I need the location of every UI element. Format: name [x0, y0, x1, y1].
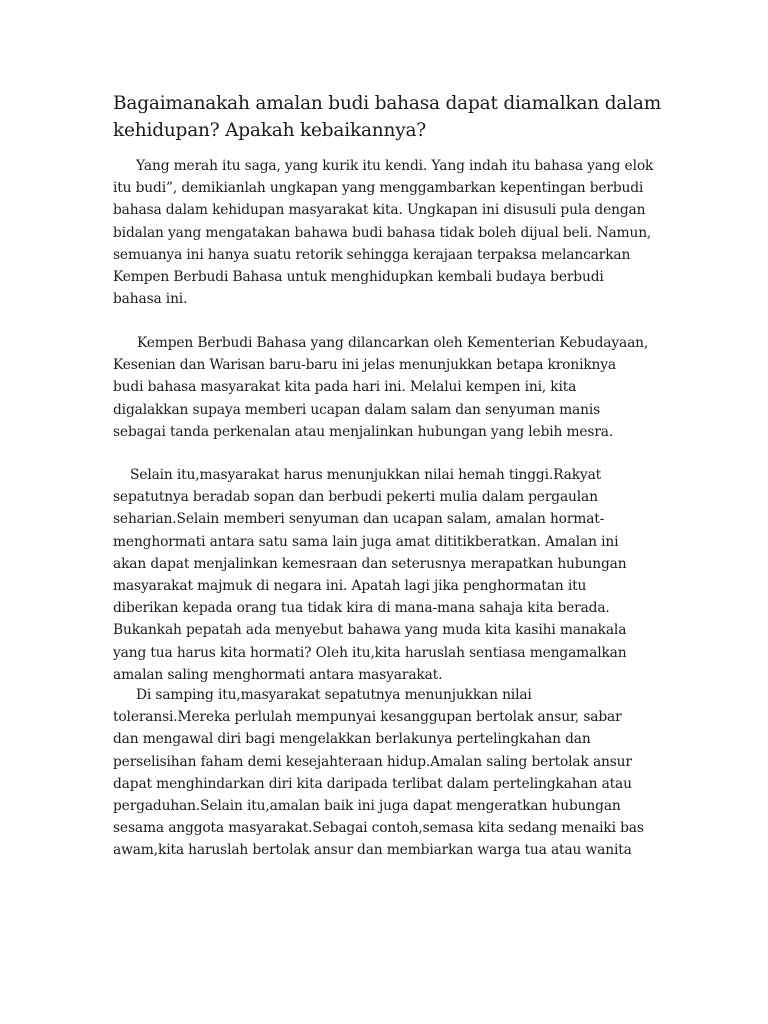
- title-line: kehidupan? Apakah kebaikannya?: [113, 120, 427, 141]
- paragraph-line: akan dapat menjalinkan kemesraan dan seterusnya merapatkan hubungan: [113, 555, 627, 572]
- paragraph-line: bidalan yang mengatakan bahawa budi bahasa tidak boleh dijual beli. Namun,: [113, 224, 652, 241]
- paragraph-line: sebagai tanda perkenalan atau menjalinkan hubungan yang lebih mesra.: [113, 423, 614, 440]
- paragraph-2: [113, 332, 673, 443]
- paragraph-line: semuanya ini hanya suatu retorik sehingga kerajaan terpaksa melancarkan: [113, 246, 631, 263]
- paragraph-line: seharian.Selain memberi senyuman dan ucapan salam, amalan hormat-: [113, 511, 605, 528]
- paragraph-line: Selain itu,masyarakat harus menunjukkan nilai hemah tinggi.Rakyat: [130, 467, 602, 483]
- paragraph-line: toleransi.Mereka perlulah mempunyai kesanggupan bertolak ansur, sabar: [113, 709, 622, 726]
- paragraph-line: sepatutnya beradab sopan dan berbudi pekerti mulia dalam pergaulan: [113, 489, 598, 506]
- paragraph-1: [113, 155, 673, 310]
- essay-title: [113, 90, 673, 144]
- paragraph-line: dapat menghindarkan diri kita daripada terlibat dalam pertelingkahan atau: [113, 775, 632, 792]
- paragraph-line: Yang merah itu saga, yang kurik itu kendi. Yang indah itu bahasa yang elok: [136, 158, 654, 174]
- paragraph-line: masyarakat majmuk di negara ini. Apatah lagi jika penghormatan itu: [113, 578, 587, 595]
- paragraph-line: menghormati antara satu sama lain juga amat dititikberatkan. Amalan ini: [113, 533, 619, 550]
- paragraph-line: sesama anggota masyarakat.Sebagai contoh,semasa kita sedang menaiki bas: [113, 820, 644, 837]
- paragraph-line: Bukankah pepatah ada menyebut bahawa yang muda kita kasihi manakala: [113, 622, 627, 639]
- paragraph-line: bahasa dalam kehidupan masyarakat kita. Ungkapan ini disusuli pula dengan: [113, 202, 646, 219]
- paragraph-line: Di samping itu,masyarakat sepatutnya menunjukkan nilai: [136, 687, 532, 703]
- paragraph-line: pergaduhan.Selain itu,amalan baik ini juga dapat mengeratkan hubungan: [113, 798, 621, 815]
- paragraph-line: Kesenian dan Warisan baru-baru ini jelas menunjukkan betapa kroniknya: [113, 357, 617, 374]
- paragraph-line: digalakkan supaya memberi ucapan dalam salam dan senyuman manis: [113, 401, 601, 418]
- paragraph-line: bahasa ini.: [113, 291, 188, 308]
- title-line: Bagaimanakah amalan budi bahasa dapat diamalkan dalam: [113, 93, 662, 114]
- paragraph-line: diberikan kepada orang tua tidak kira di mana-mana sahaja kita berada.: [113, 600, 610, 617]
- paragraph-line: itu budi”, demikianlah ungkapan yang menggambarkan kepentingan berbudi: [113, 180, 644, 197]
- paragraph-line: yang tua harus kita hormati? Oleh itu,kita haruslah sentiasa mengamalkan: [113, 644, 627, 661]
- paragraph-line: Kempen Berbudi Bahasa untuk menghidupkan kembali budaya berbudi: [113, 269, 604, 286]
- paragraph-line: Kempen Berbudi Bahasa yang dilancarkan oleh Kementerian Kebudayaan,: [137, 335, 649, 351]
- paragraph-3: [113, 464, 673, 686]
- paragraph-line: perselisihan faham demi kesejahteraan hidup.Amalan saling bertolak ansur: [113, 753, 632, 770]
- paragraph-line: awam,kita haruslah bertolak ansur dan membiarkan warga tua atau wanita: [113, 842, 632, 859]
- paragraph-line: amalan saling menghormati antara masyarakat.: [113, 666, 443, 683]
- paragraph-line: dan mengawal diri bagi mengelakkan berlakunya pertelingkahan dan: [113, 731, 591, 748]
- paragraph-4: [113, 684, 673, 862]
- paragraph-line: budi bahasa masyarakat kita pada hari ini. Melalui kempen ini, kita: [113, 379, 577, 396]
